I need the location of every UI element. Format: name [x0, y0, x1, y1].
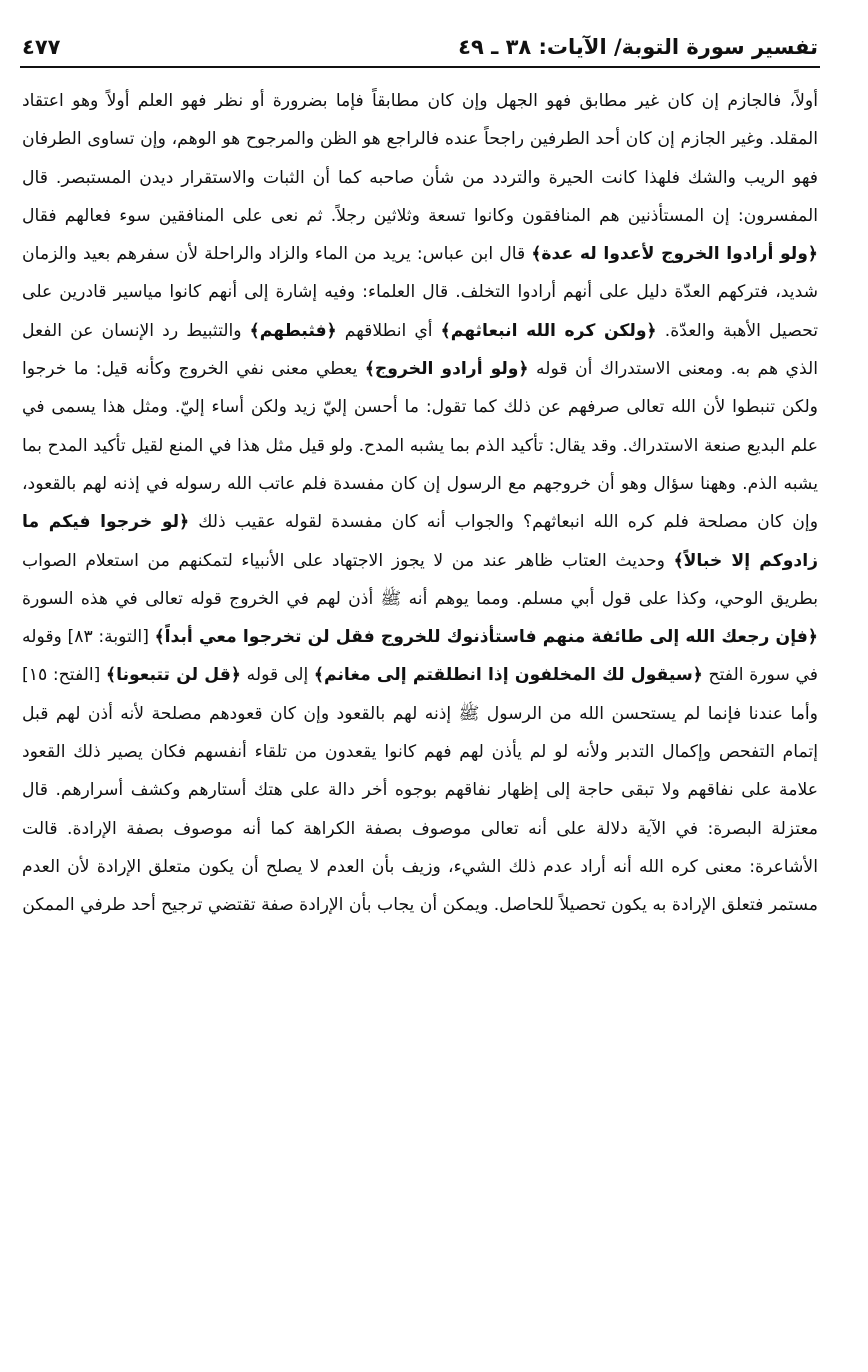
- body-text: [20, 82, 820, 925]
- running-title: تفسير سورة التوبة/ الآيات: ٣٨ ـ ٤٩: [458, 34, 818, 59]
- text-segment: يعطي معنى نفي الخروج وكأنه قيل: ما خرجوا ولكن تنبطوا لأن الله تعالى صرفهم عن ذلك كما تقول: ما أحسن إليّ زيد ولكن أساء إليّ. ومثل هذا يسمى في علم البديع صنعة الاستدراك. وقد يقال: تأكيد الذم بما يشبه المدح. ولو قيل مثل هذا في المنع لقيل تأكيد المدح بما يشبه الذم. وههنا سؤال وهو أن خروجهم مع الرسول إن كان مفسدة فلم عاتب الله رسوله في إذنه لهم بالقعود، وإن كان مصلحة فلم كره الله انبعاثهم؟ والجواب أنه كان مفسدة لقوله عقيب ذلك: [22, 359, 818, 533]
- text-segment: أي انطلاقهم: [336, 320, 441, 341]
- text-segment: [التوبة: ٨٣] وقوله في سورة الفتح: [22, 627, 819, 686]
- text-segment: وحديث العتاب ظاهر عند من لا يجوز الاجتهاد على الأنبياء لتمكنهم من استعلام الصواب بطريق الوحي، وكذا على قول أبي مسلم. ومما يوهم أنه ﷺ أذن لهم في الخروج قوله تعالى في هذه السورة: [22, 550, 818, 609]
- text-segment: [الفتح: ١٥] وأما عندنا فإنما لم يستحسن الله من الرسول ﷺ إذنه لهم بالقعود وإن كان قعودهم مصلحة لأنه أذن لهم قبل إتمام التفحص وإكمال التدبر ولأنه لو لم يأذن لهم فهم كانوا يقعدون من تلقاء أنفسهم فكان يصير ذلك القعود علامة على نفاقهم ولا تبقى حاجة إلى إظهار نفاقهم بوجوه أخر دالة على هتك أستارهم وكشف أسرارهم. قال معتزلة البصرة: في الآية دلالة على أنه تعالى موصوف بصفة الكراهة كما أنه موصوف بصفة الإرادة. قالت الأشاعرة: معنى كره الله أنه أراد عدم ذلك الشيء، وزيف بأن العدم لا يصلح أن يكون متعلق الإرادة لأن العدم مستمر فتعلق الإرادة به يكون تحصيلاً للحاصل. ويمكن أن يجاب بأن الإرادة صفة تقتضي ترجيح أحد طرفي الممكن: [22, 665, 818, 916]
- quran-quote: ﴿ولكن كره الله انبعاثهم﴾: [440, 320, 657, 341]
- quran-quote: ﴿فإن رجعك الله إلى طائفة منهم فاستأذنوك للخروج فقل لن تخرجوا معي أبداً﴾: [154, 627, 818, 648]
- text-segment: والتثبيط رد الإنسان عن الفعل الذي هم به. ومعنى الاستدراك أن قوله: [22, 320, 818, 380]
- text-segment: قال ابن عباس: يريد من الماء والزاد والراحلة لأن سفرهم بعيد والزمان شديد، فتركهم العدّة دليل على أنهم أرادوا التخلف. قال العلماء: وفيه إشارة إلى أنهم كانوا مياسير قادرين على تحصيل الأهبة والعدّة.: [22, 244, 819, 341]
- text-segment: أولاً، فالجازم إن كان غير مطابق فهو الجهل وإن كان مطابقاً فإما بضرورة أو نظر فهو العلم أولاً وهو اعتقاد المقلد. وغير الجازم إن كان أحد الطرفين راجحاً عنده فالراجع هو الظن والمرجوح هو الوهم، وإن تساوى الطرفان فهو الريب والشك فلهذا كانت الحيرة والتردد من شأن صاحبه كما أن الثبات والاستقرار ديدن المستبصر. قال المفسرون: إن المستأذنين هم المنافقون وكانوا تسعة وثلاثين رجلاً. ثم نعى على المنافقين سوء فعالهم فقال: [22, 91, 818, 226]
- quran-quote: ﴿سيقول لك المخلفون إذا انطلقتم إلى مغانم﴾: [313, 665, 703, 686]
- page-number: ٤٧٧: [22, 34, 61, 59]
- quran-quote: ﴿لو خرجوا فيكم ما زادوكم إلا خبالاً﴾: [22, 512, 818, 571]
- quran-quote: ﴿ولو أرادو الخروج﴾: [364, 359, 529, 380]
- quran-quote: ﴿ولو أرادوا الخروج لأعدوا له عدة﴾: [531, 244, 818, 265]
- book-page: [20, 20, 820, 1320]
- quran-quote: ﴿فثبطهم﴾: [249, 320, 337, 341]
- quran-quote: ﴿قل لن تتبعونا﴾: [106, 665, 241, 686]
- text-segment: إلى قوله: [240, 665, 314, 686]
- page-header: [20, 20, 820, 68]
